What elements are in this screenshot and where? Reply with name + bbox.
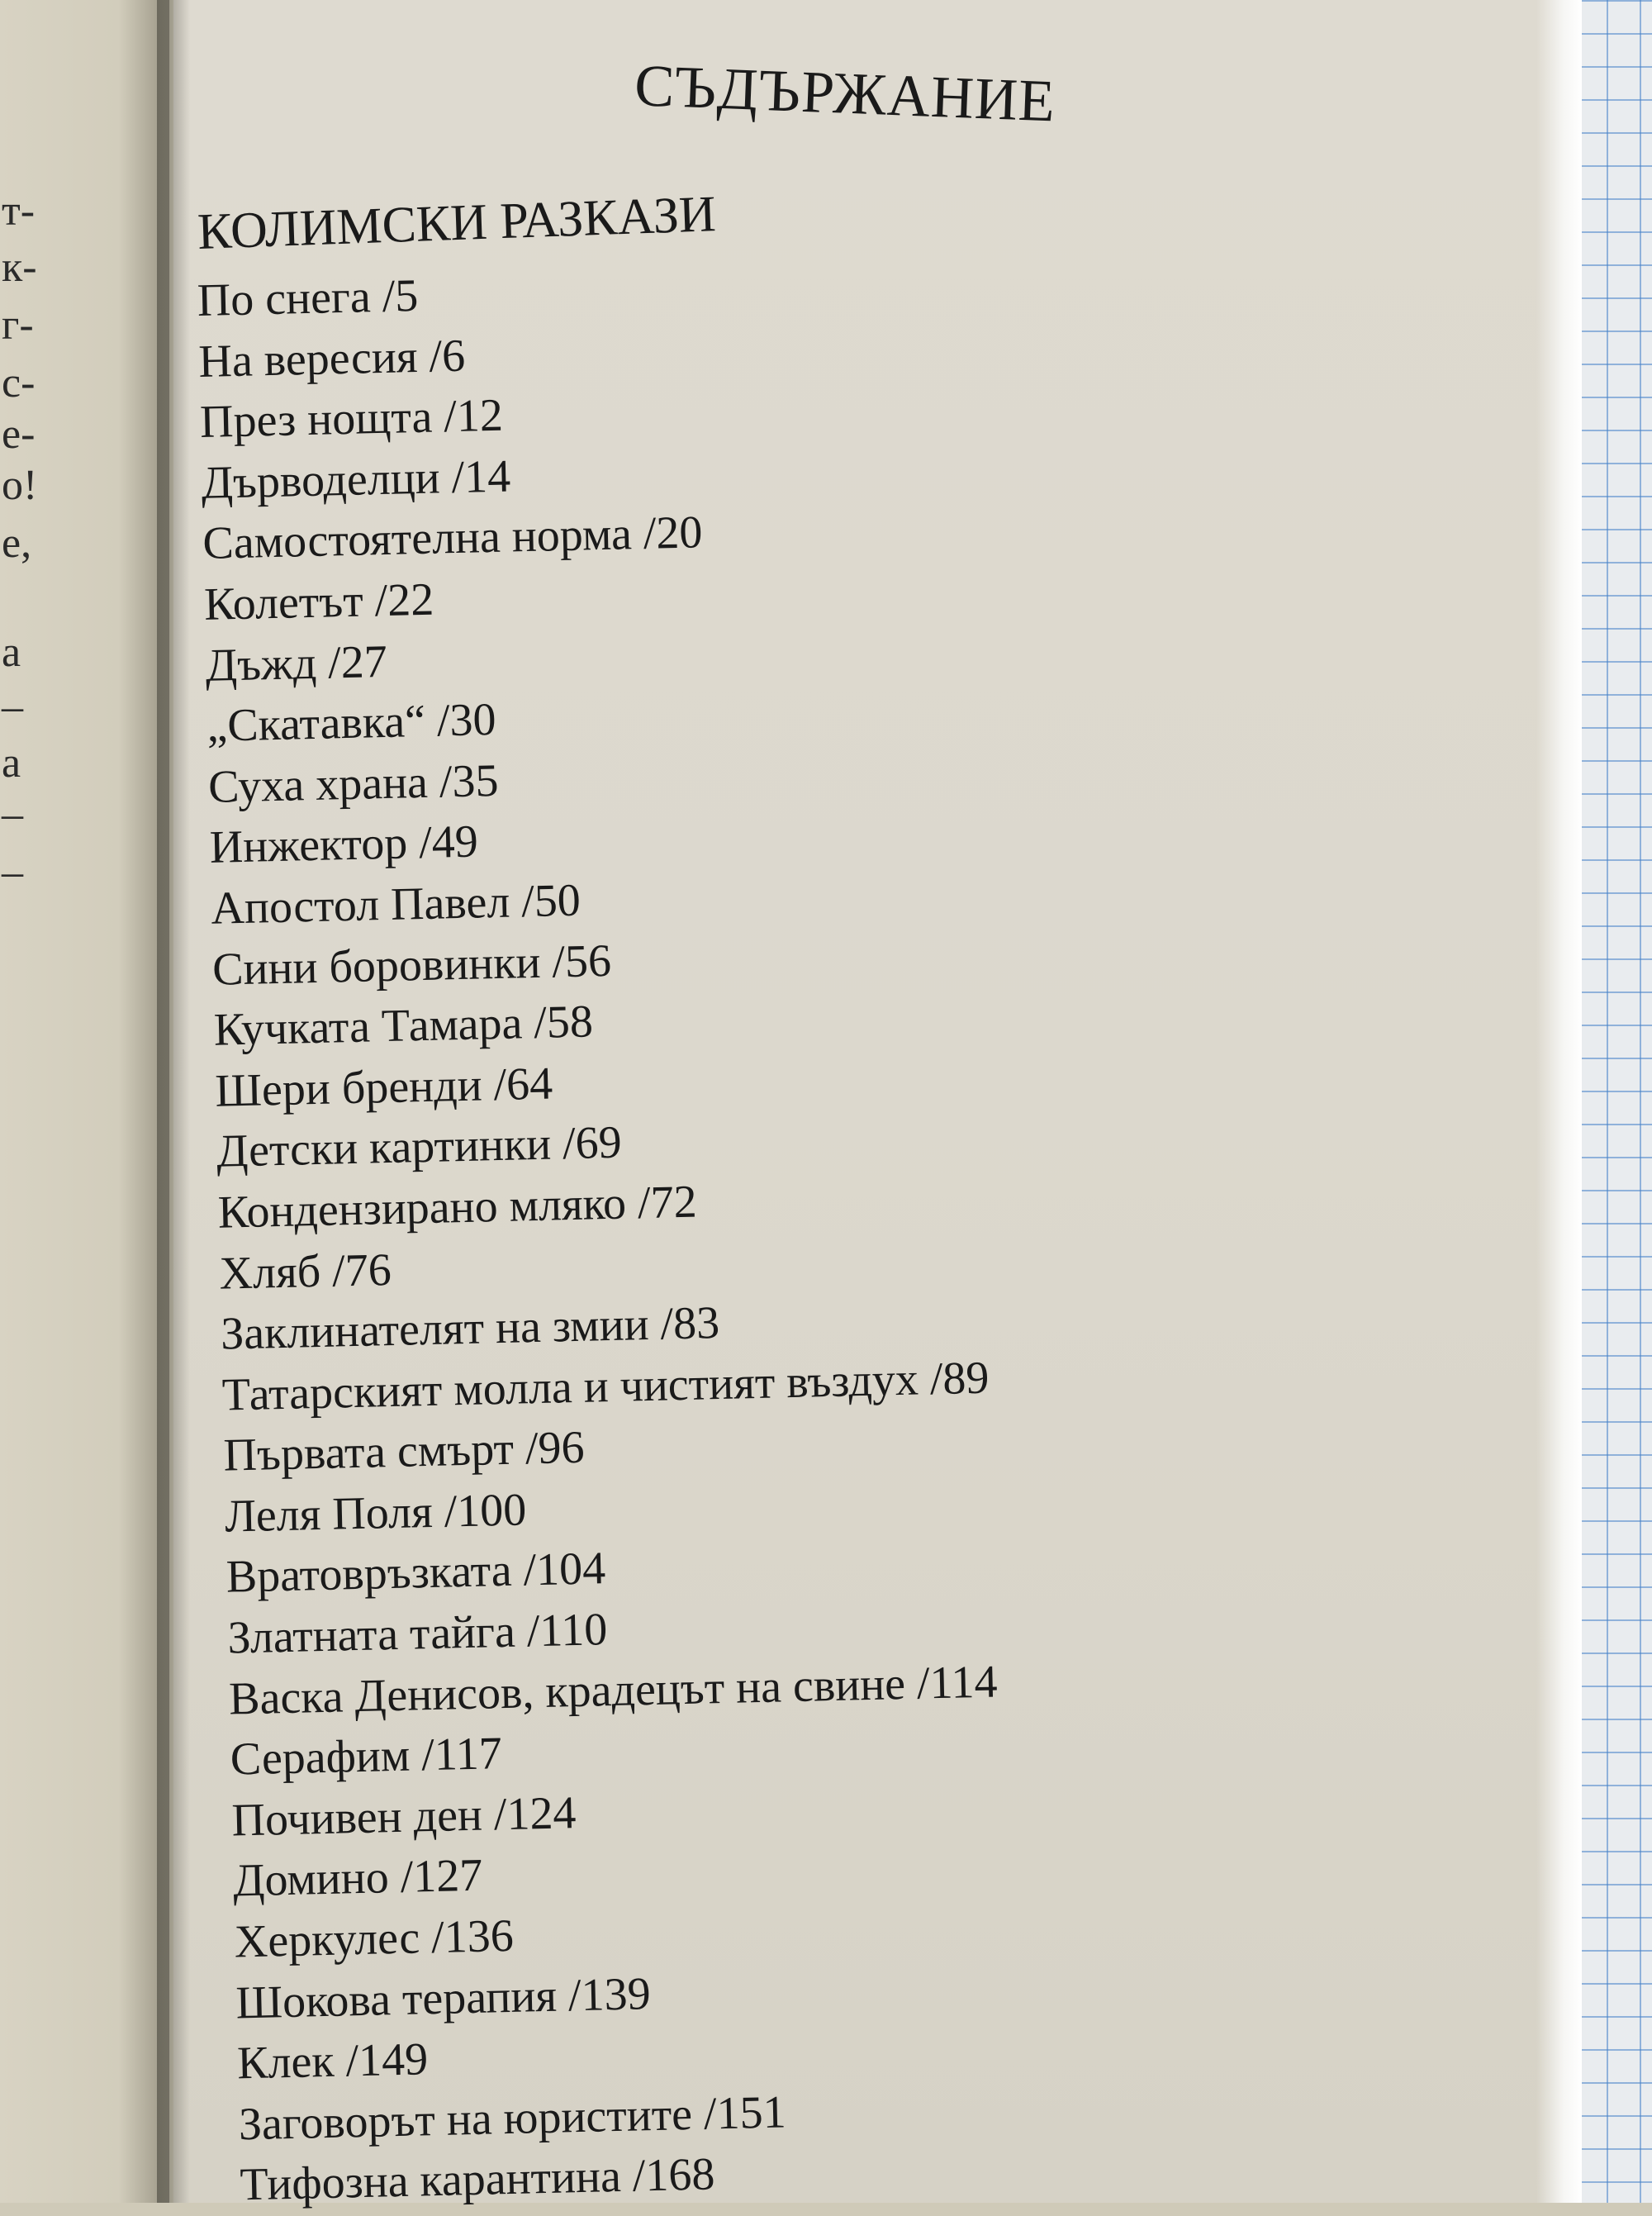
toc-entry: Заклинателят на змии /83 (220, 1297, 720, 1360)
toc-entry: Леля Поля /100 (224, 1484, 527, 1543)
toc-entry: Татарският молла и чистият въздух /89 (221, 1352, 990, 1421)
toc-entry: На вересия /6 (197, 330, 466, 388)
left-page-fragment: а (2, 629, 21, 676)
toc-entry: Заговорът на юристите /151 (238, 2086, 787, 2151)
toc-entry: Клек /149 (236, 2033, 429, 2090)
left-page-fragment: к- (2, 244, 37, 291)
toc-entry: Дърводелци /14 (201, 450, 511, 509)
toc-entry: Инжектор /49 (209, 816, 479, 874)
toc-entry: Домино /127 (232, 1850, 483, 1907)
toc-entry: Васка Денисов, крадецът на свине /114 (228, 1656, 999, 1725)
left-page-fragment: г- (2, 302, 34, 349)
toc-entry: Кондензирано мляко /72 (217, 1176, 698, 1239)
page-title: СЪДЪРЖАНИЕ (633, 51, 1057, 135)
left-page-fragment: е, (2, 520, 32, 567)
section-heading: КОЛИМСКИ РАЗКАЗИ (197, 186, 717, 260)
left-page-fragment: с- (2, 359, 36, 407)
left-page-fragment: т- (2, 188, 36, 235)
toc-entry: Сини боровинки /56 (211, 934, 612, 996)
toc-entry: Шокова терапия /139 (235, 1967, 652, 2029)
toc-entry: Детски картинки /69 (216, 1116, 623, 1178)
toc-entry: Първата смърт /96 (222, 1422, 586, 1481)
toc-entry: „Скатавка“ /30 (206, 694, 497, 753)
toc-entry: През нощта /12 (199, 389, 504, 449)
toc-entry-list (197, 254, 1009, 2216)
toc-entry: Вратовръзката /104 (225, 1543, 606, 1604)
toc-entry: Хляб /76 (218, 1244, 392, 1300)
toc-entry: По снега /5 (197, 269, 419, 326)
toc-entry: Златната тайга /110 (226, 1604, 608, 1664)
left-page-fragment: – (2, 849, 23, 896)
toc-entry: Тифозна карантина /168 (239, 2148, 716, 2211)
toc-entry: Самостоятелна норма /20 (202, 506, 704, 570)
toc-entry: Херкулес /136 (234, 1909, 515, 1968)
toc-entry: Суха храна /35 (207, 754, 500, 813)
toc-entry: Колетът /22 (203, 573, 434, 630)
toc-entry: Кучката Тамара /58 (213, 996, 594, 1056)
toc-entry: Дъжд /27 (205, 635, 388, 692)
toc-entry: Почивен ден /124 (230, 1786, 577, 1847)
left-page-fragment: а (2, 739, 21, 787)
toc-entry: Серафим /117 (230, 1728, 503, 1786)
left-page-fragment: – (2, 683, 23, 730)
left-page-fragment: о! (2, 462, 38, 509)
left-page-fragment: е- (2, 411, 36, 458)
toc-entry: Апостол Павел /50 (210, 874, 582, 934)
left-page-fragment: – (2, 791, 23, 838)
toc-entry: Шери бренди /64 (214, 1058, 553, 1117)
